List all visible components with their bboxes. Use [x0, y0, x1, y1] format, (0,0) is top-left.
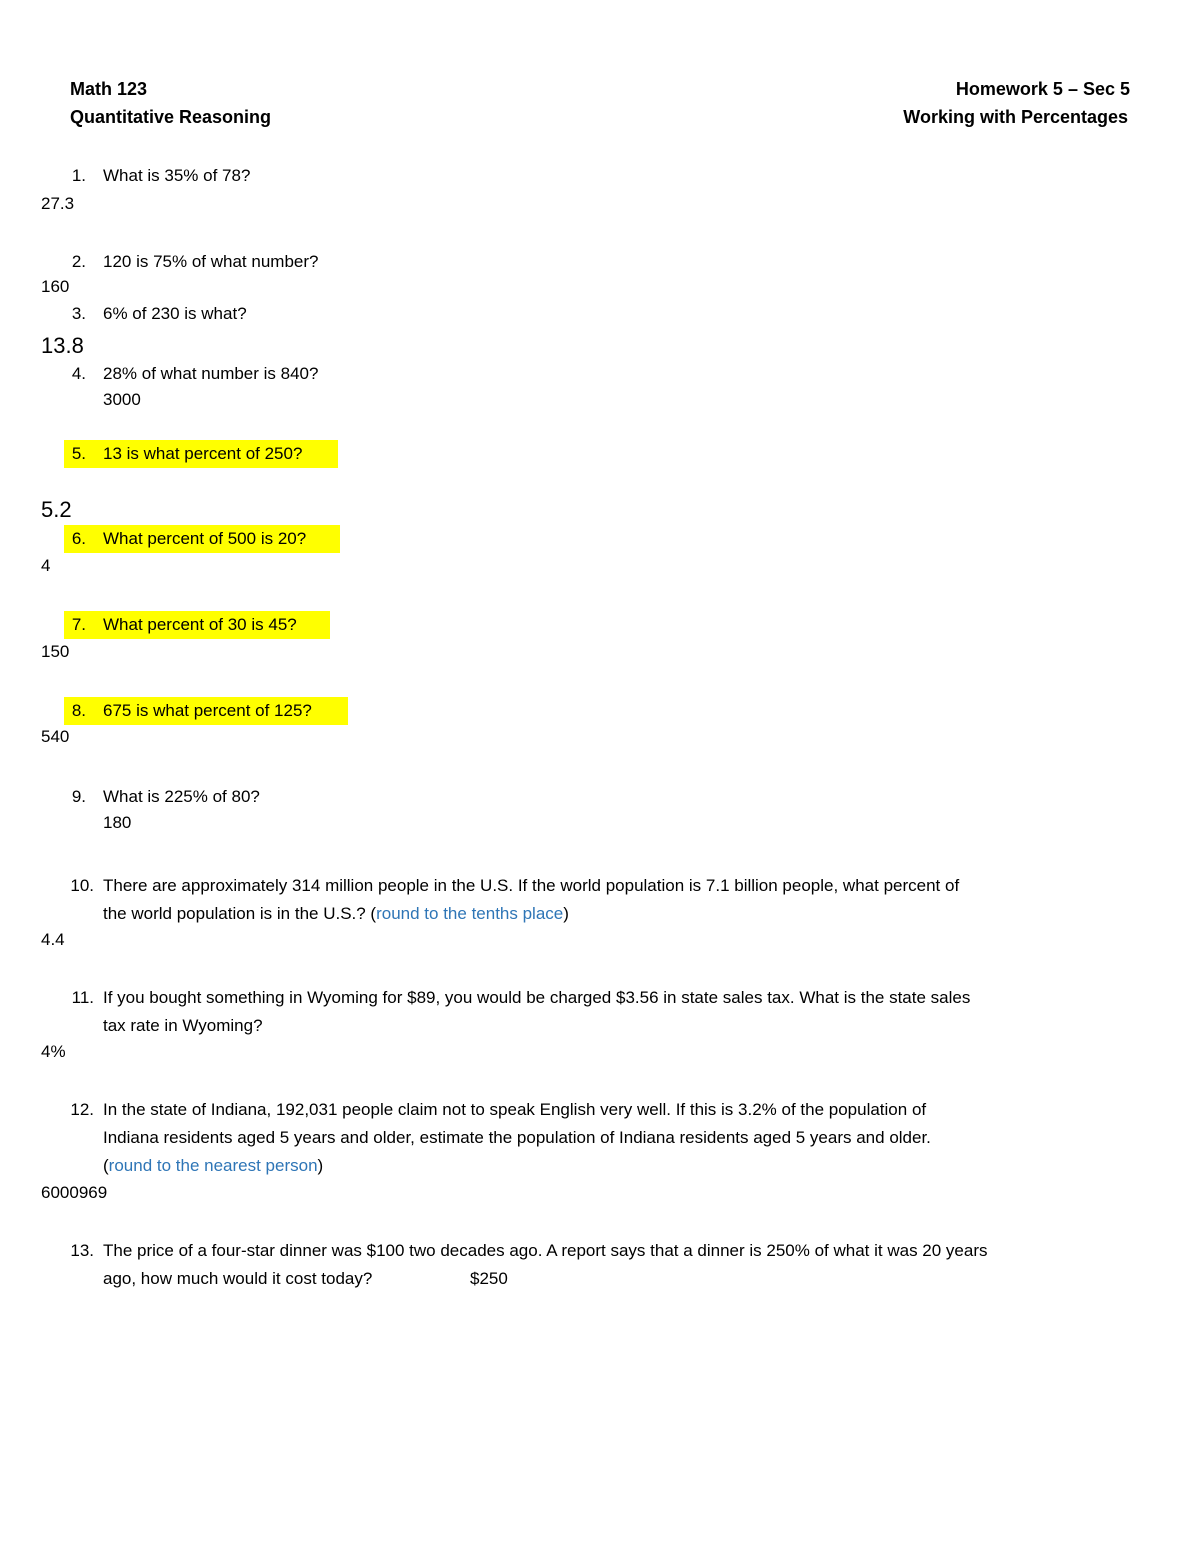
- question-line: If you bought something in Wyoming for $89, you would be charged $3.56 in state sales tax. What is the state sales: [103, 988, 971, 1007]
- question-text: [103, 984, 970, 1040]
- question-text: What percent of 500 is 20?: [103, 529, 307, 548]
- answer: 13.8: [41, 333, 84, 358]
- question-text: 13 is what percent of 250?: [103, 444, 303, 463]
- question-line: [103, 1152, 931, 1180]
- question-number: 2.: [71, 252, 86, 271]
- course-title: Quantitative Reasoning: [70, 107, 272, 127]
- question-line: The price of a four-star dinner was $100 two decades ago. A report says that a dinner is 250% of what it was 20 years: [103, 1241, 988, 1260]
- question-text: What is 35% of 78?: [103, 166, 251, 185]
- question-text: 28% of what number is 840?: [103, 364, 319, 383]
- question-number: 8.: [71, 701, 86, 720]
- answer: 3000: [103, 390, 141, 409]
- question-line: [103, 900, 959, 928]
- rounding-instruction: round to the nearest person: [108, 1156, 318, 1175]
- question-line: tax rate in Wyoming?: [103, 1016, 263, 1035]
- answer: 4: [41, 556, 51, 575]
- question-number: 5.: [71, 444, 86, 463]
- answer: 27.3: [41, 194, 75, 213]
- question-text: 6% of 230 is what?: [103, 304, 247, 323]
- question-text: [103, 1237, 988, 1293]
- question-line: There are approximately 314 million people in the U.S. If the world population is 7.1 billion people, what percent of: [103, 876, 960, 895]
- question-number: 11.: [71, 988, 94, 1007]
- course-number: Math 123: [70, 79, 148, 99]
- answer: 150: [41, 642, 70, 661]
- question-line: Indiana residents aged 5 years and older, estimate the population of Indiana residents aged 5 years and older.: [103, 1128, 931, 1147]
- answer: $250: [470, 1269, 508, 1288]
- question-number: 10.: [70, 876, 94, 895]
- question-number: 1.: [71, 166, 86, 185]
- question-text: What percent of 30 is 45?: [103, 615, 297, 634]
- question-line: In the state of Indiana, 192,031 people claim not to speak English very well. If this is 3.2% of the population of: [103, 1100, 927, 1119]
- question-text: [103, 1096, 931, 1180]
- homework-title: Homework 5 – Sec 5: [955, 79, 1130, 99]
- question-number: 6.: [71, 529, 86, 548]
- question-number: 9.: [71, 787, 86, 806]
- question-number: 3.: [71, 304, 86, 323]
- answer: 180: [103, 813, 132, 832]
- question-number: 12.: [70, 1100, 94, 1119]
- question-line-text: the world population is in the U.S.? (: [103, 904, 377, 923]
- answer: 4%: [41, 1042, 66, 1061]
- question-text: 120 is 75% of what number?: [103, 252, 319, 271]
- answer: 5.2: [41, 497, 72, 522]
- answer: 540: [41, 727, 70, 746]
- question-line-text: (: [103, 1156, 109, 1175]
- question-text: [103, 872, 959, 928]
- question-line-text: ): [317, 1156, 324, 1175]
- question-text: 675 is what percent of 125?: [103, 701, 312, 720]
- question-number: 13.: [70, 1241, 94, 1260]
- rounding-instruction: round to the tenths place: [376, 904, 564, 923]
- answer: 160: [41, 277, 70, 296]
- question-text: What is 225% of 80?: [103, 787, 260, 806]
- answer: 4.4: [41, 930, 65, 949]
- homework-topic: Working with Percentages: [903, 107, 1128, 127]
- question-line-text: ): [563, 904, 569, 923]
- question-line: ago, how much would it cost today?: [103, 1269, 373, 1288]
- answer: 6000969: [41, 1183, 108, 1202]
- question-number: 7.: [71, 615, 86, 634]
- question-number: 4.: [71, 364, 86, 383]
